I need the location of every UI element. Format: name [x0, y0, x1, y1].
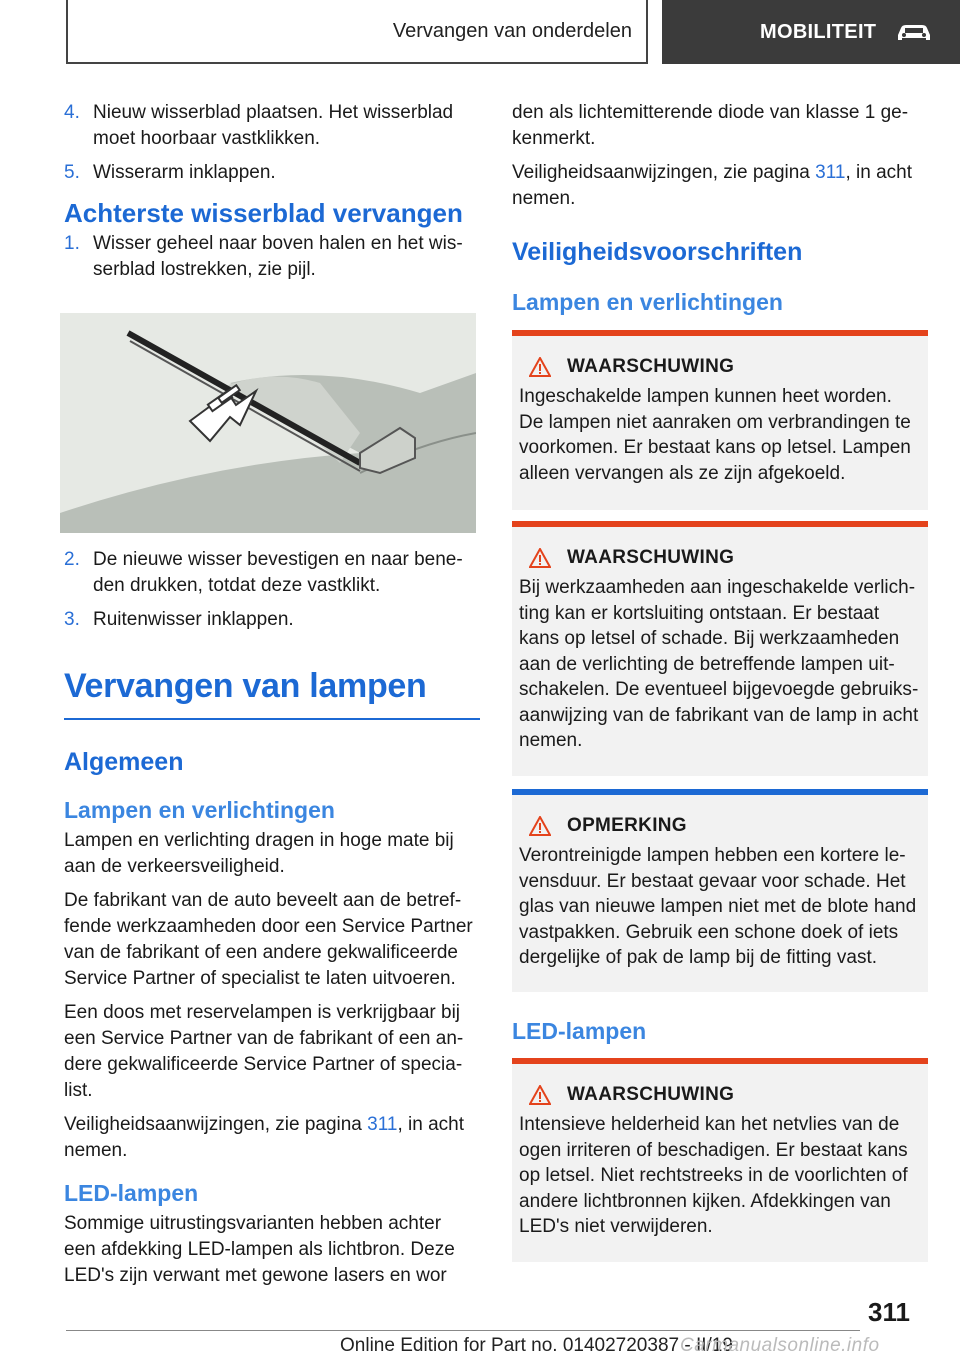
- page-number: 311: [868, 1297, 910, 1327]
- paragraph: den als lichtemitterende diode van klasse 1 gekenmerkt.: [512, 102, 909, 149]
- warning-title: [521, 1084, 920, 1106]
- warning-box: [512, 330, 928, 510]
- note-box: [512, 789, 928, 992]
- paragraph: Lampen en verlichting dragen in hoge mate bij aan de verkeersveiligheid.: [64, 830, 454, 877]
- wiper-illustration: [60, 313, 476, 533]
- footer-divider: [66, 1330, 860, 1331]
- heading-lamps-lighting: Lampen en verlichtingen: [64, 797, 335, 823]
- paragraph-safety-reference: [512, 160, 930, 212]
- warning-text: Bij werkzaamheden aan ingeschakelde verlichting kan er kortsluiting ontstaan. Er bestaat kans op letsel of schade. Bij werkzaamheden aan de verlichting de betreffende lampen uitschakelen. De eventueel bijgevoegde gebruiksaanwijzing van de fabrikant van de lamp in acht nemen.: [519, 577, 919, 751]
- note-title: [521, 815, 920, 837]
- paragraph: Een doos met reservelampen is verkrijgbaar bij een Service Partner van de fabrikant of een andere gekwalificeerde Service Partner of specialist.: [64, 1002, 464, 1101]
- text: , in acht nemen.: [64, 1114, 464, 1161]
- warning-title-text: WAARSCHUWING: [567, 1084, 735, 1105]
- header-chapter-tab: [662, 0, 960, 64]
- text: Veiligheidsaanwijzingen, zie pagina: [64, 1114, 368, 1135]
- list-item: [64, 547, 478, 599]
- warning-triangle-icon: [529, 357, 551, 377]
- heading-general: Algemeen: [64, 748, 184, 776]
- warning-title-text: WAARSCHUWING: [567, 547, 735, 568]
- list-item: [64, 607, 478, 633]
- header-section-title: [66, 0, 648, 64]
- step-text: Wisser geheel naar boven halen en het wisserblad lostrekken, zie pijl.: [93, 233, 463, 280]
- heading-led-lamps: LED-lampen: [64, 1180, 199, 1206]
- step-text: De nieuwe wisser bevestigen en naar beneden drukken, totdat deze vastklikt.: [93, 549, 463, 596]
- page-link[interactable]: 311: [367, 1114, 398, 1135]
- warning-title-text: WAARSCHUWING: [567, 356, 735, 377]
- section-title: Vervangen van onderdelen: [392, 19, 632, 42]
- paragraph: Sommige uitrustingsvarianten hebben achter een afdekking LED-lampen als lichtbron. Deze LED's zijn verwant met gewone lasers en wor: [64, 1213, 455, 1286]
- step-text: Ruitenwisser inklappen.: [93, 609, 294, 630]
- right-column-top: [512, 100, 930, 316]
- warning-title: [521, 356, 920, 378]
- list-item: [64, 231, 478, 283]
- warning-title: [521, 547, 920, 569]
- step-text: Wisserarm inklappen.: [93, 162, 276, 183]
- list-item: [64, 100, 478, 152]
- warning-box: [512, 521, 928, 776]
- page-heading-lamps: Vervangen van lampen: [64, 667, 427, 705]
- step-number: 1.: [64, 233, 80, 254]
- left-column-bottom: [64, 547, 478, 1289]
- left-column-top: [64, 100, 478, 291]
- heading-lamps-lighting: Lampen en verlichtingen: [512, 289, 783, 315]
- rear-wiper-heading: Achterste wisserblad vervangen: [64, 198, 463, 228]
- text: , in acht nemen.: [512, 162, 912, 209]
- list-item: [64, 160, 478, 186]
- paragraph: De fabrikant van de auto beveelt aan de betreffende werkzaamheden door een Service Partner van de fabrikant of een andere gekwalificeerde Service Partner of specialist te laten uitvoeren.: [64, 890, 473, 989]
- text: Veiligheidsaanwijzingen, zie pagina: [512, 162, 816, 183]
- heading-safety-rules: Veiligheidsvoorschriften: [512, 238, 803, 266]
- footer-edition: Online Edition for Part no. 01402720387 - II/19: [340, 1335, 733, 1356]
- step-text: Nieuw wisserblad plaatsen. Het wisserblad moet hoorbaar vastklikken.: [93, 102, 454, 149]
- warning-triangle-icon: [529, 816, 551, 836]
- paragraph-safety-reference: [64, 1112, 478, 1164]
- warning-triangle-icon: [529, 1085, 551, 1105]
- step-number: 5.: [64, 162, 80, 183]
- chapter-title: MOBILITEIT: [760, 20, 877, 43]
- heading-divider: [64, 718, 480, 720]
- warning-text: Ingeschakelde lampen kunnen heet worden. De lampen niet aanraken om verbrandingen te voorkomen. Er bestaat kans op letsel. Lampen alleen vervangen als ze zijn afgekoeld.: [519, 386, 911, 484]
- car-icon: [894, 21, 934, 43]
- step-number: 4.: [64, 102, 80, 123]
- note-title-text: OPMERKING: [567, 815, 687, 836]
- page-link[interactable]: 311: [815, 162, 846, 183]
- note-text: Verontreinigde lampen hebben een kortere levensduur. Er bestaat gevaar voor schade. Het glas van nieuwe lampen niet met de blote hand vastpakken. Gebruik een schone doek of iets dergelijke of pak de lamp bij de fitting vast.: [519, 845, 917, 968]
- warning-text: Intensieve helderheid kan het netvlies van de ogen irriteren of beschadigen. Er bestaat kans op letsel. Niet rechtstreeks in de voorlichten of andere lichtbronnen kijken. Afdekkingen van LED's niet verwijderen.: [519, 1114, 908, 1237]
- watermark-logo: Carmanualsonline.info: [680, 1335, 880, 1356]
- warning-box: [512, 1058, 928, 1262]
- step-number: 2.: [64, 549, 80, 570]
- step-number: 3.: [64, 609, 80, 630]
- heading-led-lamps: LED-lampen: [512, 1018, 647, 1044]
- warning-triangle-icon: [529, 548, 551, 568]
